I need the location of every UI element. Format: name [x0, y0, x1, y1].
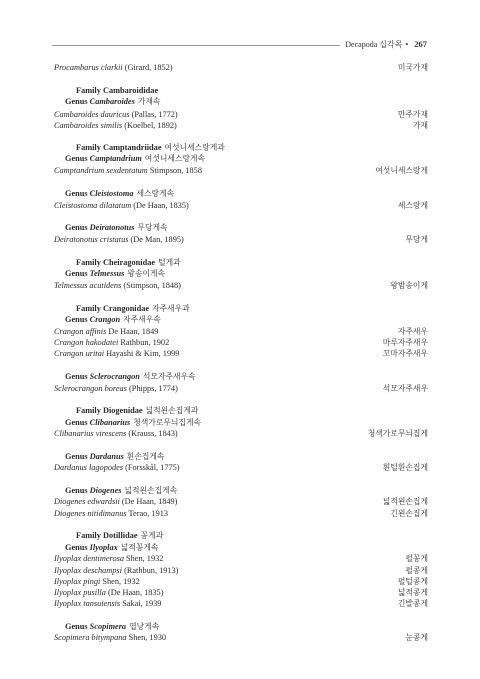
genus-name: Telmessus	[89, 269, 125, 278]
korean-common-name: 무당게	[405, 235, 428, 244]
genus-prefix: Genus	[65, 315, 88, 324]
korean-common-name: 펄꽁게	[405, 554, 428, 563]
species-name: Cleistostoma dilatatum	[54, 201, 132, 210]
species-name: Ilyoplax dentimerosa	[54, 554, 124, 563]
korean-common-name: 긴발콩게	[397, 599, 428, 608]
species-name: Diogenes nitidimanus	[54, 509, 127, 518]
species-name: Sclerocrangon boreas	[54, 384, 127, 393]
korean-common-name: 미국가재	[397, 63, 428, 72]
korean-common-name: 펄털콩게	[397, 577, 428, 586]
family-heading	[54, 405, 450, 417]
genus-korean-name: 세스랑게속	[136, 189, 175, 198]
korean-common-name: 눈콩게	[405, 633, 428, 642]
genus-korean-name: 청색가로무늬집게속	[133, 418, 202, 427]
genus-korean-name: 가재속	[137, 97, 161, 106]
species-entry	[54, 200, 428, 212]
family-name: Family Camptandriidae	[76, 143, 162, 152]
genus-name: Cambaroides	[89, 97, 135, 106]
korean-common-name: 꼬마자주새우	[382, 349, 428, 358]
korean-common-name: 만주가재	[397, 110, 428, 119]
genus-name: Diogenes	[89, 486, 122, 495]
genus-prefix: Genus	[65, 154, 88, 163]
species-name: Ilyoplax pingi	[54, 577, 101, 586]
species-name: Cambaroides similis	[54, 121, 123, 130]
family-korean-name: 여섯니세스랑게과	[164, 143, 225, 152]
genus-heading	[54, 153, 439, 165]
genus-heading	[54, 96, 439, 108]
running-header	[0, 0, 480, 60]
species-entry	[54, 234, 428, 246]
species-author: (Stimpson, 1848)	[123, 281, 181, 290]
species-entry	[54, 632, 428, 644]
species-author: (Phipps, 1774)	[128, 384, 178, 393]
genus-name: Crangon	[89, 315, 121, 324]
species-name: Crangon uritai	[54, 349, 105, 358]
species-author: Hayashi & Kim, 1999	[106, 349, 180, 358]
species-entry	[54, 508, 428, 520]
page-number: 267	[414, 39, 427, 49]
species-name: Ilyoplax tansuiensis	[54, 599, 121, 608]
species-name: Crangon hakodatei	[54, 338, 119, 347]
korean-common-name: 왕밤송이게	[390, 281, 428, 290]
korean-common-name: 펄콩게	[405, 566, 428, 575]
korean-common-name: 흰털흰손집게	[382, 463, 428, 472]
species-entry	[54, 462, 428, 474]
genus-name: Deiratonotus	[89, 223, 135, 232]
korean-common-name: 석모자주새우	[382, 384, 428, 393]
genus-name: Cleistostoma	[89, 189, 134, 198]
species-author: Terao, 1913	[128, 509, 169, 518]
species-author: (Krauss, 1843)	[128, 429, 178, 438]
species-author: (Koelbel, 1892)	[124, 121, 177, 130]
korean-common-name: 여섯니세스랑게	[375, 166, 428, 175]
species-name: Diogenes edwardsii	[54, 497, 120, 506]
species-author: Rathbun, 1902	[120, 338, 170, 347]
species-name: Camptandrium sexdentatum	[54, 166, 148, 175]
species-author: (Rathbun, 1913)	[124, 566, 179, 575]
family-name: Family Cheiragonidae	[76, 258, 156, 267]
genus-prefix: Genus	[65, 452, 88, 461]
species-entry	[54, 428, 428, 440]
genus-prefix: Genus	[65, 97, 88, 106]
header-rule	[52, 45, 340, 46]
korean-common-name: 세스랑게	[397, 201, 428, 210]
species-entry	[54, 165, 428, 177]
species-entry	[54, 348, 428, 360]
species-author: Shen, 1932	[126, 554, 164, 563]
species-entry	[54, 598, 428, 610]
genus-name: Dardanus	[89, 452, 124, 461]
species-author: (De Haan, 1835)	[107, 588, 164, 597]
genus-korean-name: 왕송이게속	[127, 269, 166, 278]
genus-heading	[54, 268, 439, 280]
species-author: (Forsskål, 1775)	[125, 463, 180, 472]
family-heading	[54, 530, 450, 542]
genus-prefix: Genus	[65, 622, 88, 631]
genus-korean-name: 엽낭게속	[129, 622, 160, 631]
species-author: De Haan, 1849	[108, 327, 159, 336]
genus-korean-name: 자주새우속	[123, 315, 161, 324]
genus-name: Sclerocrangon	[89, 372, 140, 381]
korean-common-name: 넓적왼손집게	[382, 497, 428, 506]
species-name: Dardanus lagopodes	[54, 463, 124, 472]
header-text	[345, 39, 427, 50]
korean-common-name: 긴왼손집게	[390, 509, 428, 518]
genus-prefix: Genus	[65, 543, 88, 552]
species-author: (De Man, 1895)	[130, 235, 184, 244]
genus-prefix: Genus	[65, 189, 88, 198]
species-entry	[54, 383, 428, 395]
species-name: Procambarus clarkii	[54, 63, 123, 72]
species-name: Deiratonotus cristatus	[54, 235, 129, 244]
korean-common-name: 넓적콩게	[397, 588, 428, 597]
species-author: Shen, 1932	[102, 577, 140, 586]
species-entry	[54, 120, 428, 132]
genus-heading	[54, 371, 439, 383]
species-entry	[54, 496, 428, 508]
genus-name: Scopimera	[89, 622, 127, 631]
header-separator: •	[405, 40, 409, 49]
species-name: Crangon affinis	[54, 327, 107, 336]
family-korean-name: 넓적왼손집게과	[145, 406, 199, 415]
genus-prefix: Genus	[65, 223, 88, 232]
genus-korean-name: 넓적왼손집게속	[124, 486, 178, 495]
genus-prefix: Genus	[65, 418, 88, 427]
korean-common-name: 마루자주새우	[382, 338, 428, 347]
family-korean-name: 꽁게과	[140, 531, 164, 540]
genus-name: Camptandrium	[89, 154, 142, 163]
species-author: (De Haan, 1849)	[121, 497, 178, 506]
genus-korean-name: 석모자주새우속	[142, 372, 196, 381]
korean-common-name: 자주새우	[397, 327, 428, 336]
genus-korean-name: 여섯니세스랑게속	[144, 154, 206, 163]
family-korean-name: 털게과	[158, 258, 181, 267]
family-korean-name: 자주새우과	[152, 304, 190, 313]
genus-name: Ilyoplax	[89, 543, 118, 552]
family-name: Family Cambaroididae	[76, 86, 159, 95]
family-name: Family Dotillidae	[76, 531, 138, 540]
species-name: Telmessus acutidens	[54, 281, 122, 290]
family-name: Family Diogenidae	[76, 406, 143, 415]
korean-common-name: 청색가로무늬집게	[367, 429, 428, 438]
species-name: Scopimera bitympana	[54, 633, 127, 642]
species-author: Sakai, 1939	[122, 599, 162, 608]
genus-heading	[54, 222, 439, 234]
species-author: Shen, 1930	[128, 633, 167, 642]
genus-heading	[54, 314, 439, 326]
korean-common-name: 가재	[412, 121, 428, 130]
genus-korean-name: 무당게속	[137, 223, 168, 232]
genus-prefix: Genus	[65, 269, 88, 278]
genus-korean-name: 흰손집게속	[126, 452, 165, 461]
genus-name: Clibanarius	[89, 418, 131, 427]
genus-heading	[54, 188, 439, 200]
genus-korean-name: 넓적꽁게속	[120, 543, 159, 552]
species-author: (Pallas, 1772)	[131, 110, 178, 119]
family-name: Family Crangonidae	[76, 304, 150, 313]
genus-prefix: Genus	[65, 486, 88, 495]
genus-prefix: Genus	[65, 372, 88, 381]
species-entry	[54, 553, 428, 565]
species-author: (De Haan, 1835)	[133, 201, 189, 210]
header-title: Decapoda 십각목	[345, 40, 403, 49]
species-author: Stimpson, 1858	[149, 166, 202, 175]
species-entry	[54, 62, 428, 74]
species-name: Ilyoplax deschampsi	[54, 566, 122, 575]
species-name: Ilyoplax pusilla	[54, 588, 106, 597]
species-name: Cambaroides dauricus	[54, 110, 130, 119]
species-author: (Girard, 1852)	[124, 63, 173, 72]
species-entry	[54, 280, 428, 292]
species-name: Clibanarius virescens	[54, 429, 127, 438]
